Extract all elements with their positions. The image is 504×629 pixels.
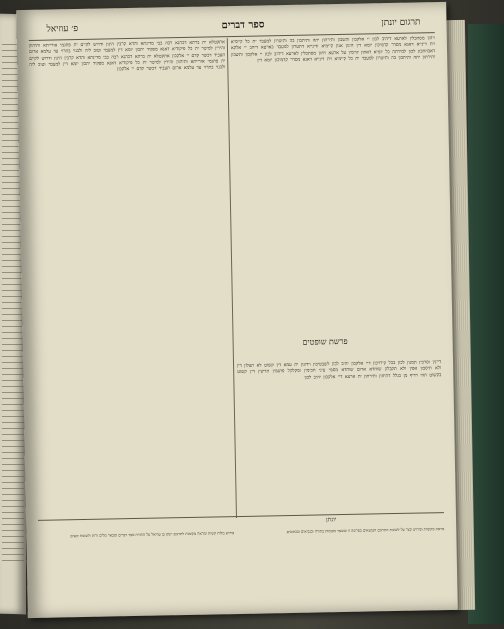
footnotes-left — [38, 530, 235, 608]
right-column-lower — [237, 360, 444, 514]
footnote-label: יונתן — [325, 516, 337, 524]
right-column-text: ויהון מסתכלין לארעא דיהיב לכון יי אלקכון ותשבון ותירתון יתה ותיתבון בה ותיטרון למעבד ית כל קיימיא וית דינייא דאנא מסדר קדמיכון יומא דין הינון אנון קיימיא ודינייא דתטרון למעבד בארעא דיהב יי אלקא דאבהתכון לכון למירתה כל יומיא דאתון קיימין על ארעא ויהון מסתכלין לארעא דיהיב לכון יי אלקכון ותשבון ותירתון יתה ותיתבון בה ותיטרון למעבד ית כל קיימיא וית דינייא דאנא מסדר קדמיכון יומא דין — [230, 36, 436, 64]
footnotes-right-text: מראה מקומות ופירוש קצר על לשונות התרגום הנמצאים בפרשה זו ובשאר מקומות בתורה ובנביאים ובכתובים — [286, 526, 445, 535]
footnotes-right — [240, 526, 445, 604]
left-column-text: אתקטלא ית ברתא דכהנא רבה בבי מדינתא והדא קרבין הינון ודרוש לקיים ית פתגמי אורייתא ותיהוון זהירין למיטר ית כל פיקודיא דאנא מפקיד יתכון יומא דין למעבד וטוב ליה ולבנוי בתרוי עד עלמא ארום תעביד דכשר קדם יי אלקכון אתקטלא ית ברתא דכהנא רבה בבי מדינתא והדא קרבין הינון ודרוש לקיים ית פתגמי אורייתא ותיהוון זהירין למיטר ית כל פיקודיא דאנא מפקיד יתכון יומא דין למעבד וטוב ליה ולבנוי בתרוי עד עלמא ארום תעביד דכשר קדם יי אלקכון — [28, 40, 226, 73]
book-page — [16, 2, 458, 618]
right-column-lower-text: דיינין וסרכין תמנון לכון בכל קירויכון דיי אלקכון יהיב לכון לשבטיכון וידונון ית עמא דין קשוט לא תצלון דין ולא תיסבון אפין ולא תקבלון שוחדא ארום שוחדא מסמי עיני חכימין ומקלקל פתגמין תריצין דין קשוט בקשוט תהי רדיף מן בגלל דתיחון ותירתון ית ארעא דיי אלקכון יהיב לכון — [237, 360, 442, 381]
right-column — [231, 36, 441, 332]
footnotes-left-text: פירוש מלות קשות ומראה מקומות לתרגום יונתן בן עוזיאל על התורה ספר דברים ומבאר מלים זרות ולשונות קשים — [70, 530, 235, 539]
left-column — [29, 40, 234, 522]
section-title: פרשת שופטים — [302, 336, 348, 347]
header-left-title: פ׳ עוזיאל — [46, 23, 79, 35]
header-right-title: תרגום יונתן — [381, 17, 421, 29]
header-center-title: ספר דברים — [221, 19, 265, 32]
